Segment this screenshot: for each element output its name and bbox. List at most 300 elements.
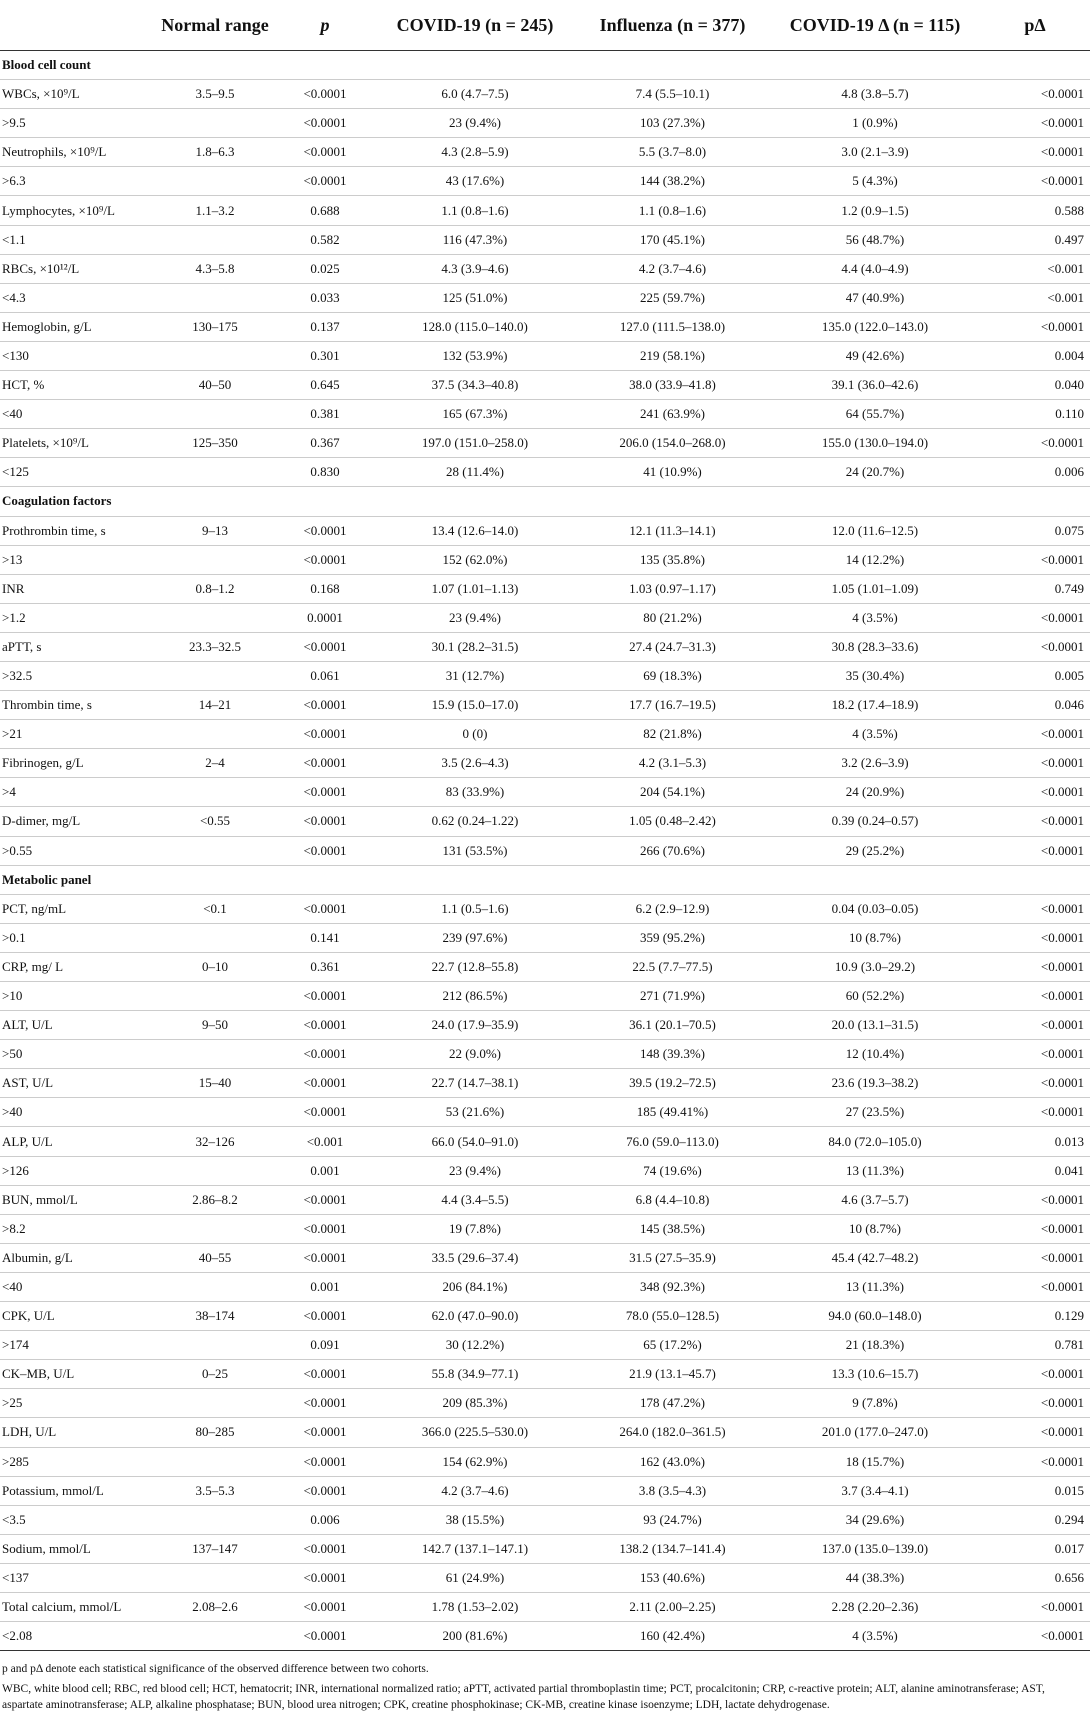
p-delta-value: <0.0001 (980, 1622, 1090, 1651)
p-value: 0.137 (275, 312, 375, 341)
p-value: <0.0001 (275, 1622, 375, 1651)
p-delta-value: <0.0001 (980, 1447, 1090, 1476)
influenza-value: 135 (35.8%) (575, 545, 770, 574)
p-delta-value: 0.004 (980, 341, 1090, 370)
normal-range (155, 778, 275, 807)
influenza-value: 1.03 (0.97–1.17) (575, 574, 770, 603)
p-delta-value: <0.0001 (980, 167, 1090, 196)
covid-value: 152 (62.0%) (375, 545, 575, 574)
p-delta-value: <0.0001 (980, 545, 1090, 574)
table-row (0, 603, 1090, 632)
influenza-value: 138.2 (134.7–141.4) (575, 1534, 770, 1563)
table-row (0, 1360, 1090, 1389)
influenza-value: 6.2 (2.9–12.9) (575, 894, 770, 923)
p-delta-value: 0.017 (980, 1534, 1090, 1563)
section-header (0, 487, 1090, 516)
covid-delta-value: 44 (38.3%) (770, 1563, 980, 1592)
influenza-value: 65 (17.2%) (575, 1331, 770, 1360)
p-value: <0.0001 (275, 894, 375, 923)
influenza-value: 27.4 (24.7–31.3) (575, 632, 770, 661)
influenza-value: 264.0 (182.0–361.5) (575, 1418, 770, 1447)
normal-range: 0.8–1.2 (155, 574, 275, 603)
row-label: >8.2 (0, 1214, 155, 1243)
covid-delta-value: 1.2 (0.9–1.5) (770, 196, 980, 225)
normal-range: 1.1–3.2 (155, 196, 275, 225)
covid-delta-value: 35 (30.4%) (770, 661, 980, 690)
p-delta-value: <0.0001 (980, 603, 1090, 632)
table-row (0, 1476, 1090, 1505)
table-row (0, 836, 1090, 865)
influenza-value: 7.4 (5.5–10.1) (575, 80, 770, 109)
covid-value: 116 (47.3%) (375, 225, 575, 254)
row-label: Fibrinogen, g/L (0, 749, 155, 778)
normal-range (155, 1156, 275, 1185)
normal-range (155, 1563, 275, 1592)
row-label: >10 (0, 982, 155, 1011)
p-value: <0.0001 (275, 1534, 375, 1563)
p-value: 0.381 (275, 400, 375, 429)
p-value: 0.645 (275, 371, 375, 400)
p-delta-value: <0.0001 (980, 982, 1090, 1011)
row-label: CPK, U/L (0, 1302, 155, 1331)
influenza-value: 219 (58.1%) (575, 341, 770, 370)
covid-delta-value: 1 (0.9%) (770, 109, 980, 138)
influenza-value: 17.7 (16.7–19.5) (575, 691, 770, 720)
p-delta-value: <0.0001 (980, 1011, 1090, 1040)
normal-range (155, 720, 275, 749)
covid-value: 38 (15.5%) (375, 1505, 575, 1534)
p-value: 0.091 (275, 1331, 375, 1360)
covid-delta-value: 18 (15.7%) (770, 1447, 980, 1476)
row-label: <40 (0, 400, 155, 429)
influenza-value: 4.2 (3.7–4.6) (575, 254, 770, 283)
normal-range (155, 1272, 275, 1301)
influenza-value: 148 (39.3%) (575, 1040, 770, 1069)
covid-delta-value: 135.0 (122.0–143.0) (770, 312, 980, 341)
table-row (0, 894, 1090, 923)
covid-value: 23 (9.4%) (375, 109, 575, 138)
table-row (0, 1040, 1090, 1069)
p-delta-value: <0.001 (980, 254, 1090, 283)
table-row (0, 691, 1090, 720)
row-label: >13 (0, 545, 155, 574)
covid-value: 1.78 (1.53–2.02) (375, 1592, 575, 1621)
influenza-value: 359 (95.2%) (575, 923, 770, 952)
row-label: PCT, ng/mL (0, 894, 155, 923)
table-row (0, 138, 1090, 167)
p-delta-value: <0.0001 (980, 778, 1090, 807)
p-value: <0.0001 (275, 1243, 375, 1272)
row-label: <2.08 (0, 1622, 155, 1651)
covid-value: 209 (85.3%) (375, 1389, 575, 1418)
covid-delta-value: 94.0 (60.0–148.0) (770, 1302, 980, 1331)
normal-range (155, 400, 275, 429)
row-label: INR (0, 574, 155, 603)
covid-delta-value: 56 (48.7%) (770, 225, 980, 254)
covid-value: 142.7 (137.1–147.1) (375, 1534, 575, 1563)
influenza-value: 78.0 (55.0–128.5) (575, 1302, 770, 1331)
covid-value: 131 (53.5%) (375, 836, 575, 865)
covid-value: 30 (12.2%) (375, 1331, 575, 1360)
covid-value: 22.7 (14.7–38.1) (375, 1069, 575, 1098)
p-delta-value: <0.0001 (980, 952, 1090, 981)
p-value: <0.0001 (275, 1214, 375, 1243)
covid-value: 23 (9.4%) (375, 603, 575, 632)
normal-range (155, 1447, 275, 1476)
covid-value: 4.2 (3.7–4.6) (375, 1476, 575, 1505)
covid-value: 128.0 (115.0–140.0) (375, 312, 575, 341)
table-row (0, 1331, 1090, 1360)
covid-delta-value: 3.7 (3.4–4.1) (770, 1476, 980, 1505)
table-row (0, 1622, 1090, 1651)
covid-delta-value: 60 (52.2%) (770, 982, 980, 1011)
table-row (0, 283, 1090, 312)
influenza-value: 2.11 (2.00–2.25) (575, 1592, 770, 1621)
table-row (0, 1592, 1090, 1621)
covid-delta-value: 13 (11.3%) (770, 1272, 980, 1301)
covid-value: 15.9 (15.0–17.0) (375, 691, 575, 720)
row-label: <130 (0, 341, 155, 370)
covid-delta-value: 5 (4.3%) (770, 167, 980, 196)
covid-delta-value: 137.0 (135.0–139.0) (770, 1534, 980, 1563)
covid-delta-value: 27 (23.5%) (770, 1098, 980, 1127)
p-value: 0.367 (275, 429, 375, 458)
covid-delta-value: 24 (20.9%) (770, 778, 980, 807)
row-label: >1.2 (0, 603, 155, 632)
table-row (0, 400, 1090, 429)
table-row (0, 923, 1090, 952)
influenza-value: 21.9 (13.1–45.7) (575, 1360, 770, 1389)
p-delta-value: 0.129 (980, 1302, 1090, 1331)
covid-delta-value: 201.0 (177.0–247.0) (770, 1418, 980, 1447)
covid-delta-value: 9 (7.8%) (770, 1389, 980, 1418)
normal-range: 137–147 (155, 1534, 275, 1563)
covid-value: 62.0 (47.0–90.0) (375, 1302, 575, 1331)
p-delta-value: <0.0001 (980, 1040, 1090, 1069)
covid-delta-value: 3.2 (2.6–3.9) (770, 749, 980, 778)
row-label: >4 (0, 778, 155, 807)
covid-delta-value: 49 (42.6%) (770, 341, 980, 370)
table-row (0, 1098, 1090, 1127)
row-label: Lymphocytes, ×10⁹/L (0, 196, 155, 225)
row-label: Neutrophils, ×10⁹/L (0, 138, 155, 167)
p-delta-value: <0.0001 (980, 1098, 1090, 1127)
row-label: >32.5 (0, 661, 155, 690)
covid-delta-value: 4.4 (4.0–4.9) (770, 254, 980, 283)
p-value: <0.0001 (275, 1040, 375, 1069)
row-label: Prothrombin time, s (0, 516, 155, 545)
p-delta-value: <0.0001 (980, 632, 1090, 661)
row-label: >174 (0, 1331, 155, 1360)
normal-range (155, 836, 275, 865)
p-value: <0.0001 (275, 1476, 375, 1505)
row-label: >0.55 (0, 836, 155, 865)
p-delta-value: 0.006 (980, 458, 1090, 487)
p-value: <0.0001 (275, 167, 375, 196)
influenza-value: 80 (21.2%) (575, 603, 770, 632)
normal-range (155, 458, 275, 487)
normal-range: 3.5–5.3 (155, 1476, 275, 1505)
p-delta-value: 0.015 (980, 1476, 1090, 1505)
p-value: <0.0001 (275, 807, 375, 836)
influenza-value: 103 (27.3%) (575, 109, 770, 138)
influenza-value: 145 (38.5%) (575, 1214, 770, 1243)
table-row (0, 167, 1090, 196)
table-row (0, 1447, 1090, 1476)
p-value: 0.141 (275, 923, 375, 952)
table-row (0, 1185, 1090, 1214)
normal-range (155, 1098, 275, 1127)
table-row (0, 458, 1090, 487)
p-value: <0.0001 (275, 109, 375, 138)
normal-range: 2–4 (155, 749, 275, 778)
row-label: RBCs, ×10¹²/L (0, 254, 155, 283)
covid-delta-value: 3.0 (2.1–3.9) (770, 138, 980, 167)
covid-delta-value: 12.0 (11.6–12.5) (770, 516, 980, 545)
p-value: <0.0001 (275, 545, 375, 574)
covid-value: 19 (7.8%) (375, 1214, 575, 1243)
table-row (0, 952, 1090, 981)
p-delta-value: <0.0001 (980, 749, 1090, 778)
influenza-value: 271 (71.9%) (575, 982, 770, 1011)
covid-value: 37.5 (34.3–40.8) (375, 371, 575, 400)
normal-range: 125–350 (155, 429, 275, 458)
covid-value: 30.1 (28.2–31.5) (375, 632, 575, 661)
normal-range (155, 1040, 275, 1069)
covid-value: 28 (11.4%) (375, 458, 575, 487)
influenza-value: 225 (59.7%) (575, 283, 770, 312)
row-label: Sodium, mmol/L (0, 1534, 155, 1563)
normal-range: 40–50 (155, 371, 275, 400)
covid-value: 1.1 (0.8–1.6) (375, 196, 575, 225)
p-value: 0.061 (275, 661, 375, 690)
table-row (0, 341, 1090, 370)
row-label: >126 (0, 1156, 155, 1185)
table-row (0, 1214, 1090, 1243)
table-row (0, 1272, 1090, 1301)
influenza-value: 1.05 (0.48–2.42) (575, 807, 770, 836)
covid-value: 61 (24.9%) (375, 1563, 575, 1592)
influenza-value: 69 (18.3%) (575, 661, 770, 690)
row-label: >285 (0, 1447, 155, 1476)
covid-value: 212 (86.5%) (375, 982, 575, 1011)
row-label: <4.3 (0, 283, 155, 312)
footnote-significance: p and pΔ denote each statistical significance of the observed difference between two cohorts. (2, 1663, 429, 1676)
table-row (0, 80, 1090, 109)
table-row (0, 1127, 1090, 1156)
table-row (0, 1069, 1090, 1098)
covid-delta-value: 12 (10.4%) (770, 1040, 980, 1069)
section-header (0, 865, 1090, 894)
normal-range: 130–175 (155, 312, 275, 341)
covid-value: 4.4 (3.4–5.5) (375, 1185, 575, 1214)
influenza-value: 5.5 (3.7–8.0) (575, 138, 770, 167)
covid-delta-value: 39.1 (36.0–42.6) (770, 371, 980, 400)
normal-range: 0–10 (155, 952, 275, 981)
p-delta-value: <0.0001 (980, 429, 1090, 458)
covid-delta-value: 0.04 (0.03–0.05) (770, 894, 980, 923)
p-value: <0.0001 (275, 1302, 375, 1331)
p-value: <0.0001 (275, 1098, 375, 1127)
p-delta-value: <0.0001 (980, 1243, 1090, 1272)
normal-range: 32–126 (155, 1127, 275, 1156)
section-title: Coagulation factors (0, 487, 1090, 516)
row-label: >0.1 (0, 923, 155, 952)
p-value: <0.0001 (275, 1418, 375, 1447)
p-delta-value: <0.0001 (980, 1389, 1090, 1418)
p-value: <0.0001 (275, 1563, 375, 1592)
covid-value: 200 (81.6%) (375, 1622, 575, 1651)
normal-range: 4.3–5.8 (155, 254, 275, 283)
table-row (0, 1389, 1090, 1418)
normal-range (155, 1505, 275, 1534)
influenza-value: 41 (10.9%) (575, 458, 770, 487)
table-row (0, 661, 1090, 690)
covid-value: 132 (53.9%) (375, 341, 575, 370)
table-row (0, 196, 1090, 225)
p-delta-value: 0.497 (980, 225, 1090, 254)
p-delta-value: 0.588 (980, 196, 1090, 225)
normal-range (155, 661, 275, 690)
table-row (0, 1563, 1090, 1592)
header-p: p (320, 14, 330, 35)
covid-value: 0.62 (0.24–1.22) (375, 807, 575, 836)
normal-range: 1.8–6.3 (155, 138, 275, 167)
row-label: >50 (0, 1040, 155, 1069)
table-row (0, 807, 1090, 836)
p-delta-value: 0.781 (980, 1331, 1090, 1360)
table-row (0, 778, 1090, 807)
row-label: >25 (0, 1389, 155, 1418)
header-covid: COVID-19 (n = 245) (396, 14, 554, 35)
p-delta-value: 0.110 (980, 400, 1090, 429)
row-label: WBCs, ×10⁹/L (0, 80, 155, 109)
p-value: <0.0001 (275, 516, 375, 545)
normal-range: 23.3–32.5 (155, 632, 275, 661)
covid-delta-value: 4 (3.5%) (770, 1622, 980, 1651)
section-title: Blood cell count (0, 51, 1090, 80)
p-value: <0.0001 (275, 138, 375, 167)
footnote-abbreviations: WBC, white blood cell; RBC, red blood cell; HCT, hematocrit; INR, international normalized ratio; aPTT, activated partial thromboplastin time; PCT, procalcitonin; CRP, c-reactive protein; ALT, alanine aminotransferase; AST, aspartate aminotransferase; ALP, alkaline phosphatase; BUN, blood urea nitrogen; CPK, creatine phosphokinase; CK-MB, creatine kinase isoenzyme; LDH, lactate dehydrogenase. (2, 1683, 1045, 1712)
normal-range: 2.86–8.2 (155, 1185, 275, 1214)
table-header (0, 0, 1090, 51)
normal-range: <0.1 (155, 894, 275, 923)
p-delta-value: <0.0001 (980, 894, 1090, 923)
covid-value: 125 (51.0%) (375, 283, 575, 312)
row-label: HCT, % (0, 371, 155, 400)
covid-value: 55.8 (34.9–77.1) (375, 1360, 575, 1389)
influenza-value: 170 (45.1%) (575, 225, 770, 254)
table-row (0, 1243, 1090, 1272)
row-label: Total calcium, mmol/L (0, 1592, 155, 1621)
normal-range: 14–21 (155, 691, 275, 720)
covid-delta-value: 13 (11.3%) (770, 1156, 980, 1185)
covid-delta-value: 18.2 (17.4–18.9) (770, 691, 980, 720)
table-row (0, 429, 1090, 458)
normal-range: 15–40 (155, 1069, 275, 1098)
p-value: <0.0001 (275, 691, 375, 720)
row-label: <137 (0, 1563, 155, 1592)
influenza-value: 185 (49.41%) (575, 1098, 770, 1127)
table-row (0, 545, 1090, 574)
row-label: BUN, mmol/L (0, 1185, 155, 1214)
covid-delta-value: 2.28 (2.20–2.36) (770, 1592, 980, 1621)
p-delta-value: 0.013 (980, 1127, 1090, 1156)
influenza-value: 36.1 (20.1–70.5) (575, 1011, 770, 1040)
covid-value: 83 (33.9%) (375, 778, 575, 807)
covid-value: 66.0 (54.0–91.0) (375, 1127, 575, 1156)
row-label: Platelets, ×10⁹/L (0, 429, 155, 458)
p-value: <0.0001 (275, 1069, 375, 1098)
p-delta-value: <0.0001 (980, 109, 1090, 138)
influenza-value: 144 (38.2%) (575, 167, 770, 196)
row-label: aPTT, s (0, 632, 155, 661)
normal-range: 3.5–9.5 (155, 80, 275, 109)
p-delta-value: 0.040 (980, 371, 1090, 400)
section-title: Metabolic panel (0, 865, 1090, 894)
p-value: <0.0001 (275, 1011, 375, 1040)
normal-range (155, 982, 275, 1011)
p-value: <0.0001 (275, 720, 375, 749)
p-value: 0.301 (275, 341, 375, 370)
table-row (0, 1156, 1090, 1185)
influenza-value: 38.0 (33.9–41.8) (575, 371, 770, 400)
table-row (0, 1418, 1090, 1447)
row-label: LDH, U/L (0, 1418, 155, 1447)
covid-value: 22.7 (12.8–55.8) (375, 952, 575, 981)
header-normal-range: Normal range (161, 14, 269, 35)
covid-value: 239 (97.6%) (375, 923, 575, 952)
p-value: <0.0001 (275, 1592, 375, 1621)
p-value: 0.006 (275, 1505, 375, 1534)
table-row (0, 720, 1090, 749)
normal-range (155, 545, 275, 574)
row-label: <1.1 (0, 225, 155, 254)
covid-delta-value: 4 (3.5%) (770, 603, 980, 632)
normal-range: 9–13 (155, 516, 275, 545)
table-row (0, 371, 1090, 400)
normal-range: <0.55 (155, 807, 275, 836)
covid-value: 3.5 (2.6–4.3) (375, 749, 575, 778)
p-value: 0.361 (275, 952, 375, 981)
p-value: <0.0001 (275, 778, 375, 807)
p-value: 0.001 (275, 1156, 375, 1185)
influenza-value: 93 (24.7%) (575, 1505, 770, 1534)
covid-value: 4.3 (3.9–4.6) (375, 254, 575, 283)
covid-delta-value: 1.05 (1.01–1.09) (770, 574, 980, 603)
row-label: <40 (0, 1272, 155, 1301)
influenza-value: 162 (43.0%) (575, 1447, 770, 1476)
row-label: Hemoglobin, g/L (0, 312, 155, 341)
covid-delta-value: 34 (29.6%) (770, 1505, 980, 1534)
table-row (0, 574, 1090, 603)
p-value: 0.582 (275, 225, 375, 254)
row-label: >40 (0, 1098, 155, 1127)
p-value: <0.0001 (275, 80, 375, 109)
normal-range: 80–285 (155, 1418, 275, 1447)
covid-delta-value: 10 (8.7%) (770, 1214, 980, 1243)
table-row (0, 1505, 1090, 1534)
influenza-value: 178 (47.2%) (575, 1389, 770, 1418)
header-label-column (0, 0, 155, 51)
influenza-value: 12.1 (11.3–14.1) (575, 516, 770, 545)
p-delta-value: <0.0001 (980, 1185, 1090, 1214)
p-delta-value: <0.0001 (980, 1360, 1090, 1389)
normal-range (155, 1214, 275, 1243)
p-value: <0.0001 (275, 1360, 375, 1389)
influenza-value: 348 (92.3%) (575, 1272, 770, 1301)
p-value: 0.001 (275, 1272, 375, 1301)
